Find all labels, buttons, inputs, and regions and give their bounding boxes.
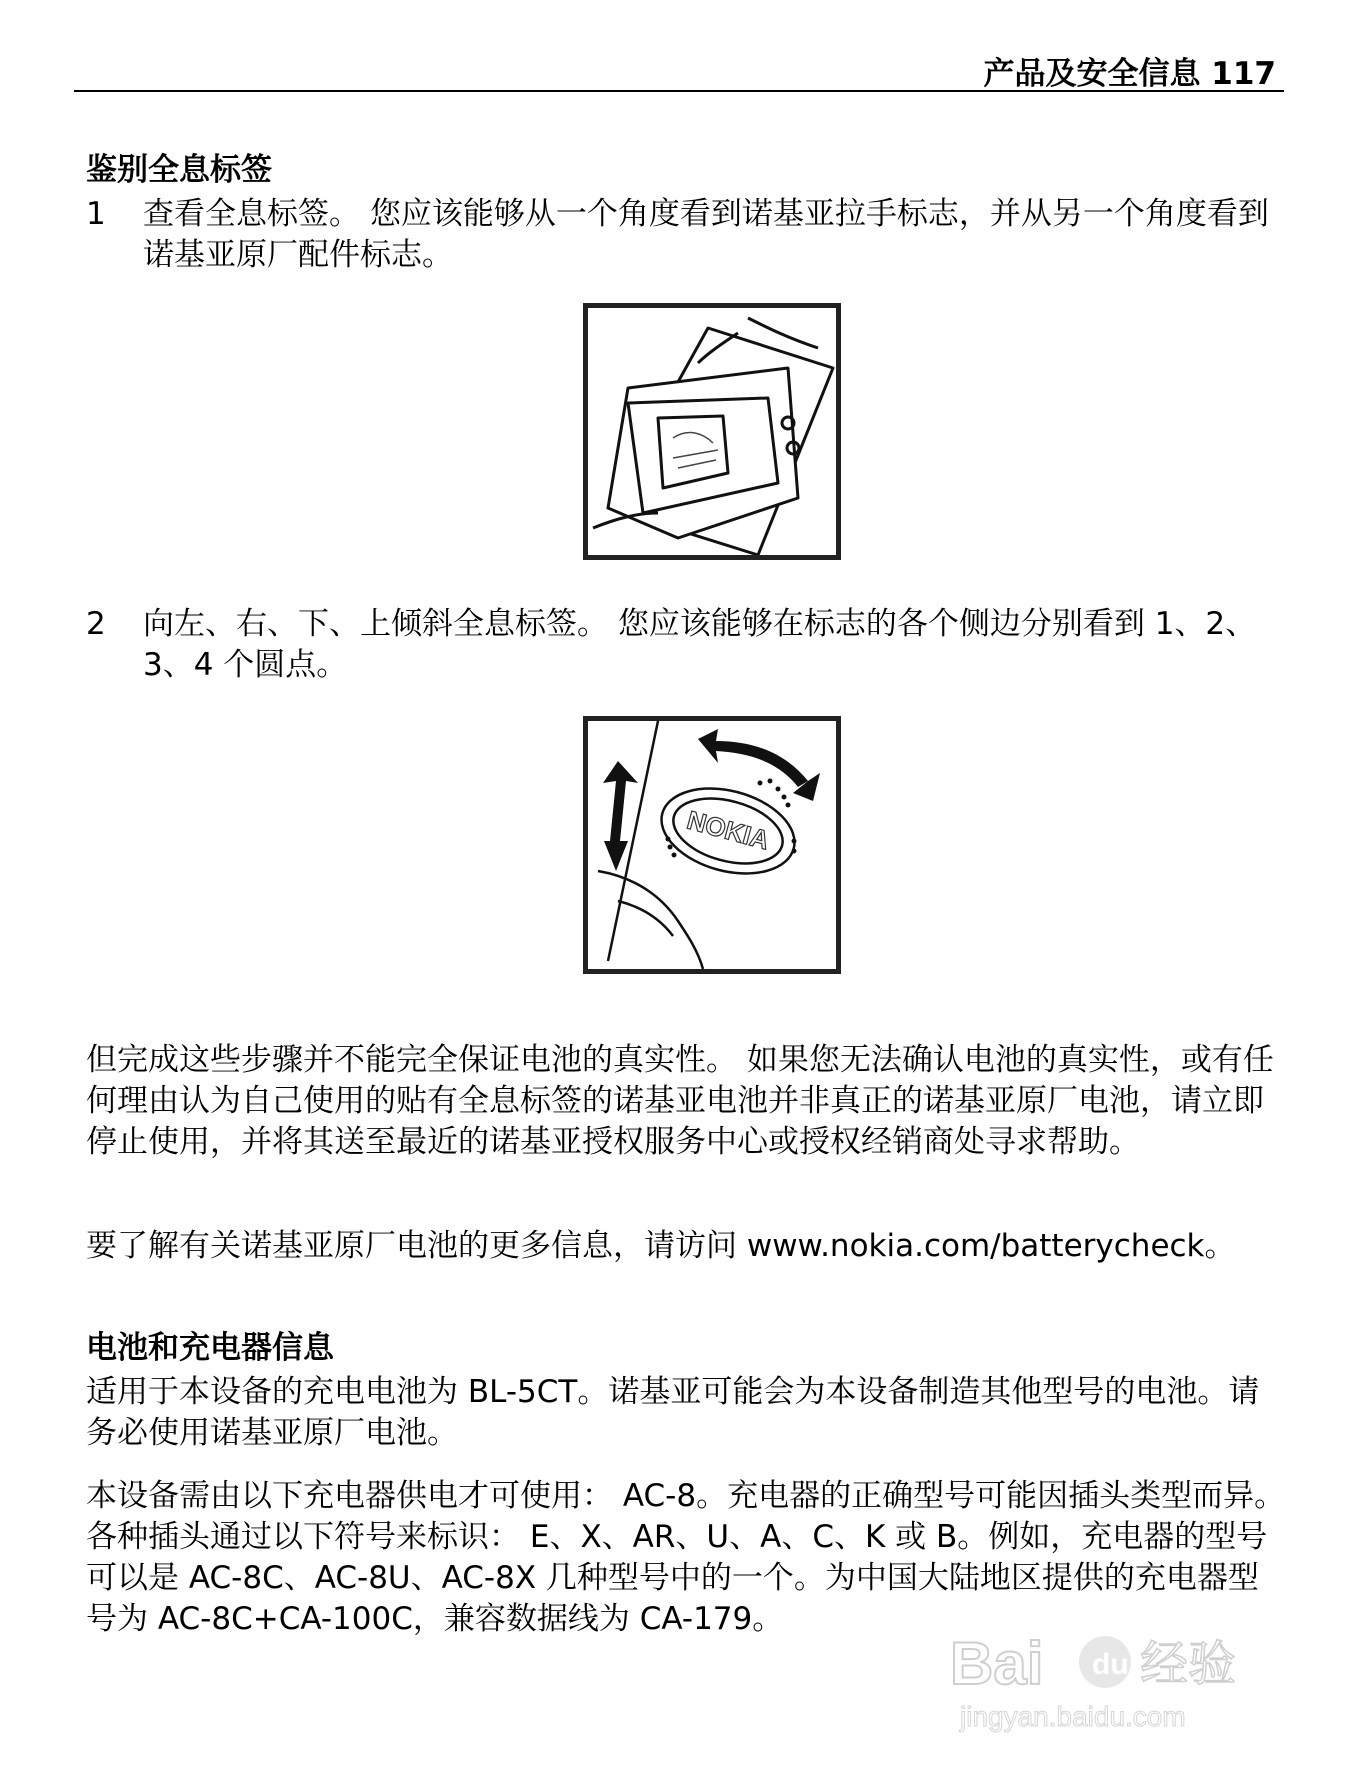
arrow-down-icon: [604, 841, 628, 871]
nokia-logo: NOKIA: [683, 804, 773, 856]
section-heading-hologram: 鉴别全息标签: [86, 152, 272, 188]
step-text: 查看全息标签。 您应该能够从一个角度看到诺基亚拉手标志，并从另一个角度看到诺基亚原厂配件标志。: [143, 196, 1269, 273]
hologram-figure-1: [583, 303, 841, 560]
page-header: [74, 44, 1284, 92]
hologram-figure-2: [583, 716, 841, 974]
watermark-url: jingyan.baidu.com: [960, 1701, 1186, 1732]
header-title-line: [983, 48, 1276, 93]
svg-text:Bai: Bai: [950, 1630, 1044, 1697]
header-title: 产品及安全信息: [983, 56, 1201, 92]
more-info-paragraph: 要了解有关诺基亚原厂电池的更多信息，请访问 www.nokia.com/batterycheck。: [86, 1228, 1236, 1264]
svg-text:经验: 经验: [1140, 1636, 1237, 1692]
step-2: [86, 604, 1286, 686]
step-text: 向左、右、下、上倾斜全息标签。 您应该能够在标志的各个侧边分别看到 1、2、3、4 个圆点。: [143, 606, 1257, 683]
charger-paragraph: 本设备需由以下充电器供电才可使用： AC-8。充电器的正确型号可能因插头类型而异。各种插头通过以下符号来标识： E、X、AR、U、A、C、K 或 B。例如，充电器的型号可以是 AC-8C、AC-8U、AC-8X 几种型号中的一个。为中国大陆地区提供的充电器型号为 AC-8C+CA-100C，兼容数据线为 CA-179。: [86, 1478, 1286, 1637]
baidu-logo: [920, 1600, 1300, 1740]
battery-paragraph: 适用于本设备的充电电池为 BL-5CT。诺基亚可能会为本设备制造其他型号的电池。请务必使用诺基亚原厂电池。: [86, 1374, 1260, 1451]
section-heading-battery-charger: 电池和充电器信息: [86, 1330, 334, 1366]
page-number: 117: [1211, 56, 1276, 92]
step-number: 2: [86, 606, 106, 642]
hologram-illustration-2: [588, 721, 836, 969]
baidu-watermark: [920, 1600, 1300, 1740]
curved-arrow-icon: [698, 729, 808, 787]
step-number: 1: [86, 196, 106, 232]
step-1: [86, 194, 1286, 276]
authenticity-paragraph: 但完成这些步骤并不能完全保证电池的真实性。 如果您无法确认电池的真实性，或有任何理由认为自己使用的贴有全息标签的诺基亚电池并非真正的诺基亚原厂电池，请立即停止使用，并将其送至最近的诺基亚授权服务中心或授权经销商处寻求帮助。: [86, 1042, 1274, 1160]
hologram-illustration-1: [588, 308, 836, 555]
svg-text:du: du: [1092, 1648, 1129, 1681]
arrow-up-icon: [603, 761, 638, 841]
